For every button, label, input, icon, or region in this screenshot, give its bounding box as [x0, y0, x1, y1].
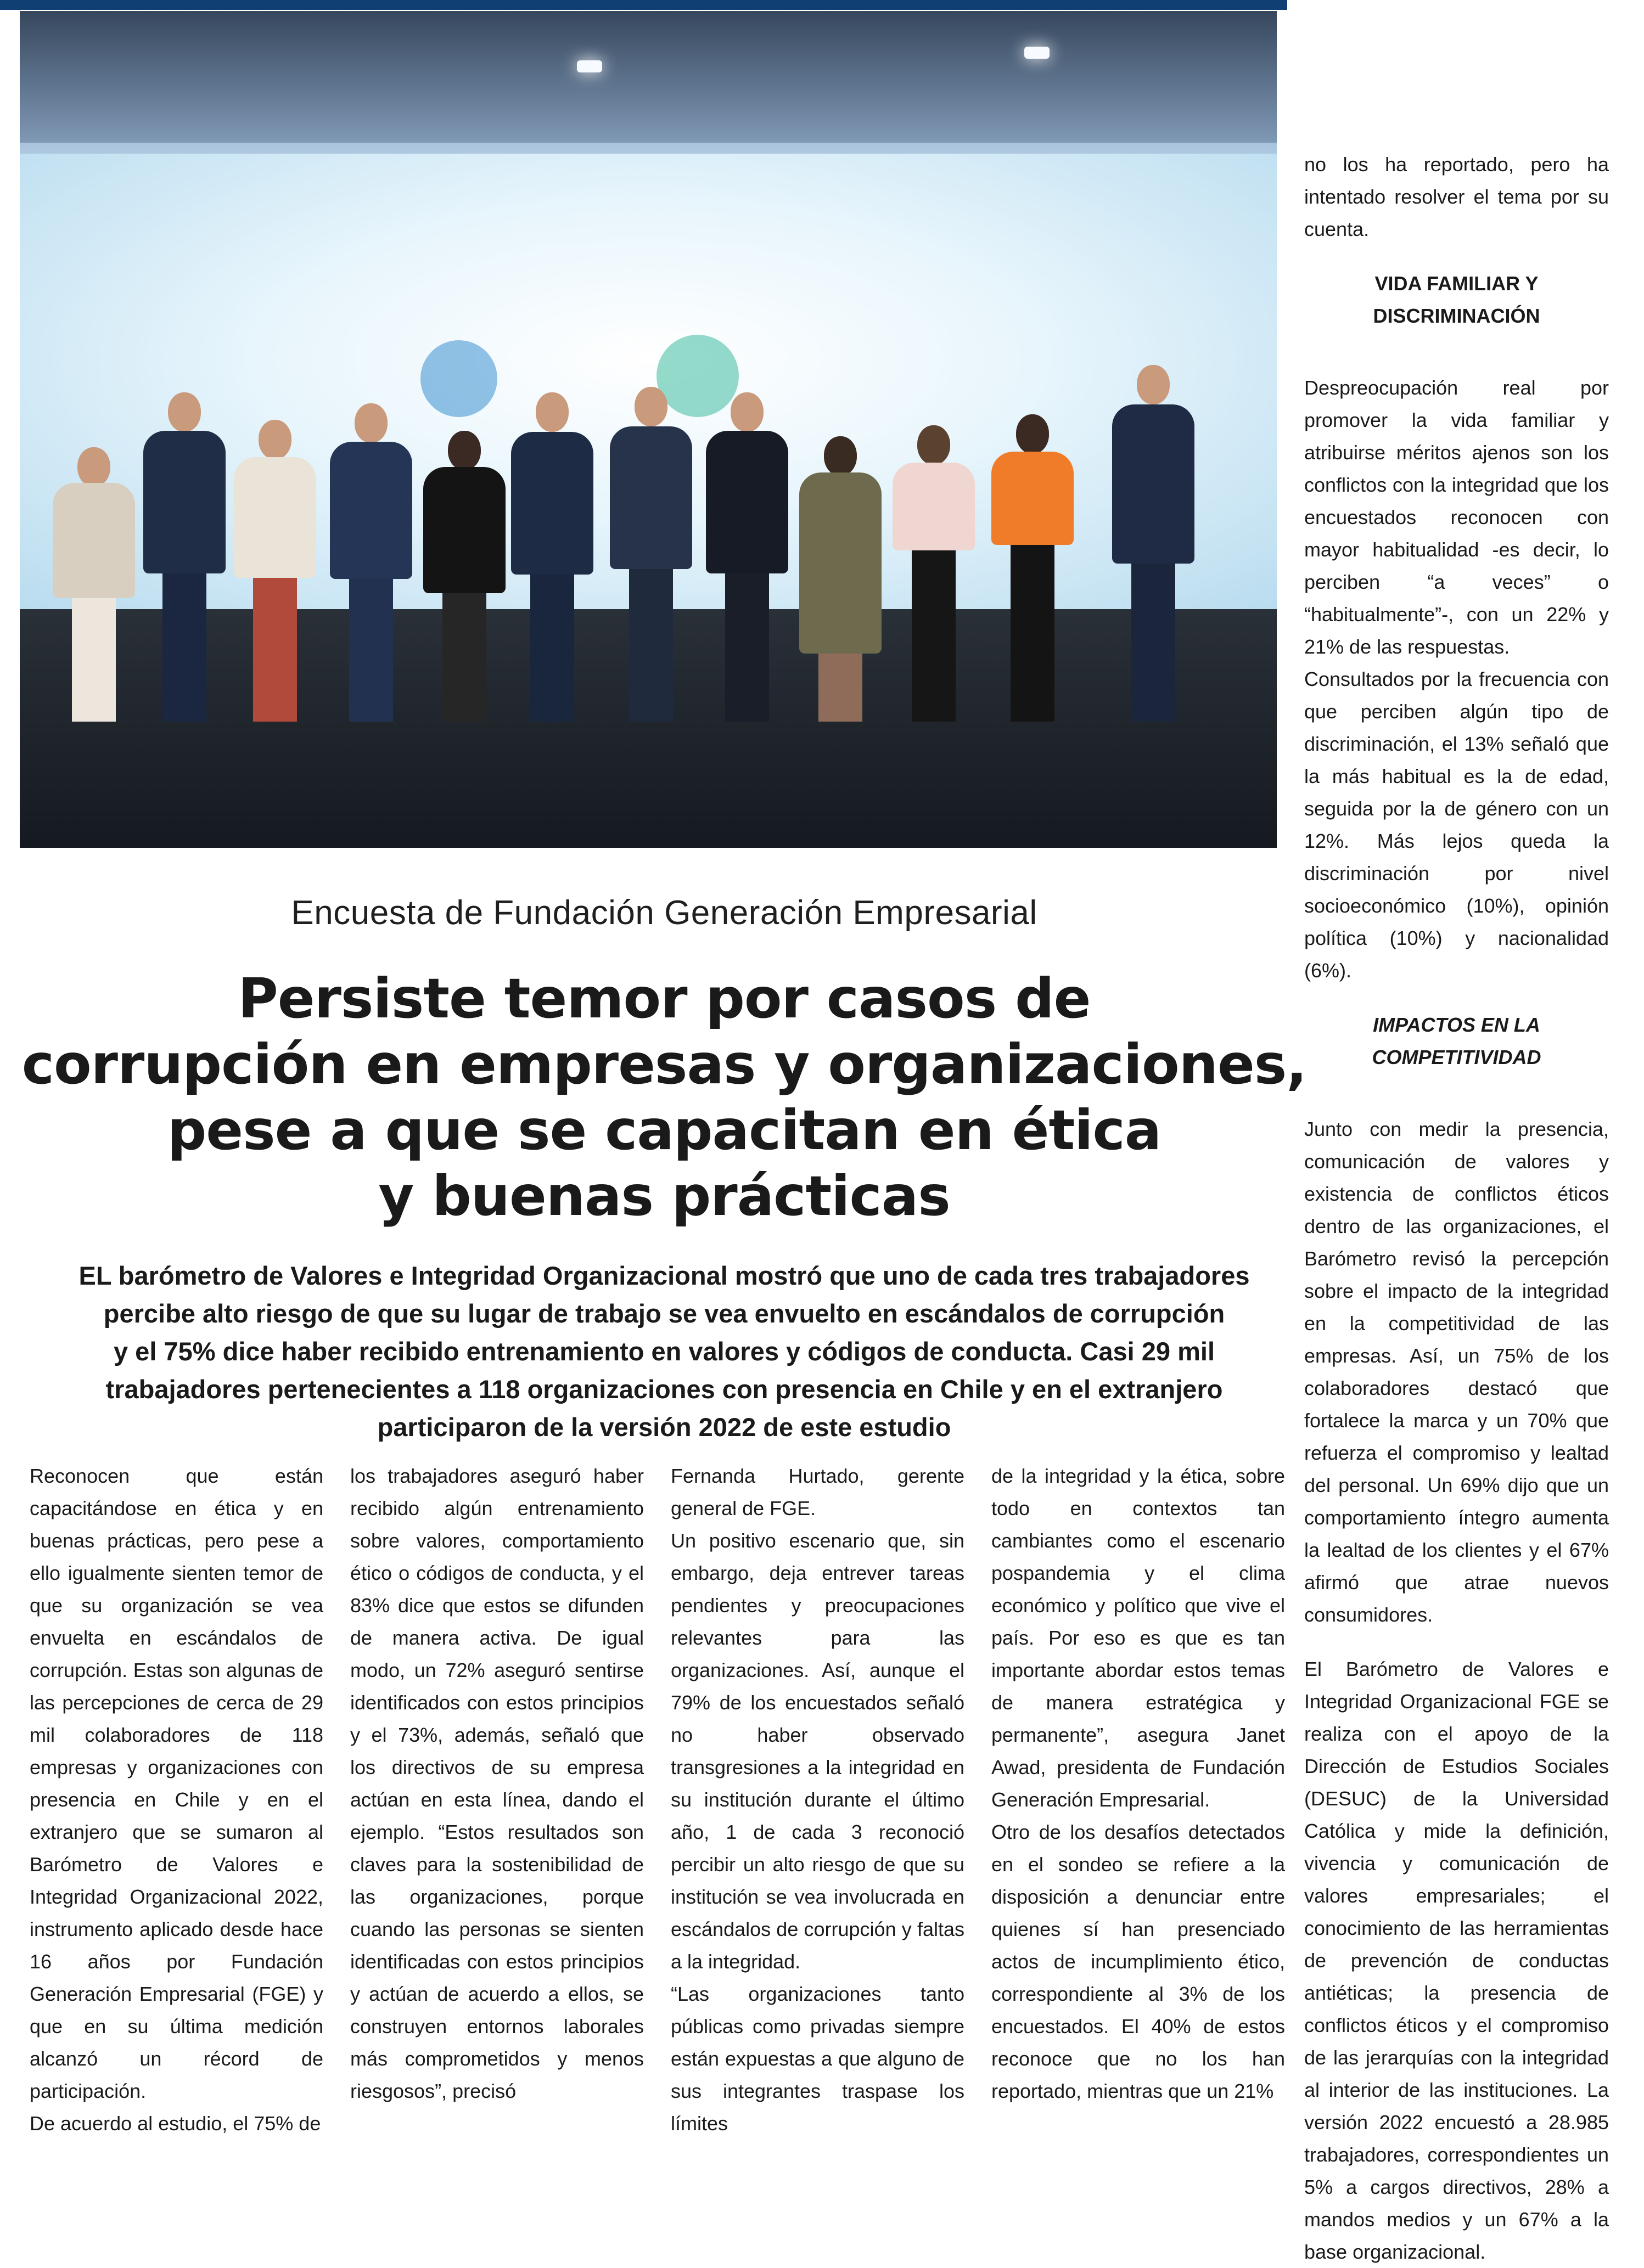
headline-line: corrupción en empresas y organizaciones,: [21, 1032, 1307, 1096]
article-kicker: Encuesta de Fundación Generación Empresarial: [291, 894, 1037, 932]
sidebar-column: [1304, 148, 1609, 2268]
paragraph: El Barómetro de Valores e Integridad Organizacional FGE se realiza con el apoyo de la Dirección de Estudios Sociales (DESUC) de la Universidad Católica y mide la definición, vivencia y comunicación de valores empresariales; el conocimiento de las herramientas de prevención de conductas antiéticas; la presencia de conflictos éticos y el compromiso de las jerarquías con la integridad al interior de las instituciones. La versión 2022 encuestó a 28.985 trabajadores, correspondientes un 5% a cargos directivos, 28% a mandos medios y un 67% a la base organizacional.: [1304, 1658, 1609, 2263]
attendee: [799, 436, 882, 722]
attendee: [893, 425, 975, 722]
attendee: [423, 431, 506, 722]
section-heading: [1304, 267, 1609, 332]
attendee: [1112, 365, 1194, 722]
lede-line: percibe alto riesgo de que su lugar de trabajo se vea envuelto en escándalos de corrupción: [103, 1299, 1225, 1328]
section-heading-line: VIDA FAMILIAR Y: [1374, 272, 1539, 295]
body-column-2: [350, 1460, 644, 2102]
body-column-1: [30, 1460, 323, 2135]
top-color-bar: [0, 0, 1287, 10]
article-lede: [20, 1257, 1309, 1446]
attendee: [706, 392, 788, 722]
attendee: [143, 392, 226, 722]
paragraph: Junto con medir la presencia, comunicación de valores y existencia de conflictos éticos dentro de las organizaciones, el Barómetro revisó la percepción sobre el impacto de la integridad en la competitividad de las empresas. Así, un 75% de los colaboradores destacó que fortalece la marca y un 70% que refuerza el compromiso y lealtad del personal. Un 69% dijo que un comportamiento íntegro aumenta la lealtad de los clientes y el 67% afirmó que atrae nuevos consumidores.: [1304, 1118, 1609, 1626]
attendee: [53, 447, 135, 722]
body-column-4: [991, 1460, 1285, 2102]
section-heading: [1304, 1009, 1609, 1073]
lede-line: participaron de la versión 2022 de este estudio: [377, 1412, 951, 1442]
paragraph: Fernanda Hurtado, gerente general de FGE.: [671, 1465, 964, 1519]
attendee: [330, 403, 412, 722]
paragraph: Consultados por la frecuencia con que perciben algún tipo de discriminación, el 13% señaló que la más habitual es la de edad, seguida por la de género con un 12%. Más lejos queda la discriminación por nivel socioeconómico (10%), opinión política (10%) y nacionalidad (6%).: [1304, 668, 1609, 982]
lede-line: y el 75% dice haber recibido entrenamiento en valores y códigos de conducta. Casi 29 mil: [113, 1337, 1215, 1366]
headline-line: y buenas prácticas: [378, 1164, 950, 1228]
paragraph: los trabajadores aseguró haber recibido algún entrenamiento sobre valores, comportamiento ético o códigos de conducta, y el 83% dice que estos se difunden de manera activa. De igual modo, un 72% aseguró sentirse identificados con estos principios y el 73%, además, señaló que los directivos de su empresa actúan en esta línea, dando el ejemplo. “Estos resultados son claves para la sostenibilidad de las organizaciones, porque cuando las personas se sienten identificadas con estos principios y actúan de acuerdo a ellos, se construyen entornos laborales más comprometidos y menos riesgosos”, precisó: [350, 1465, 644, 2102]
ceiling-light: [577, 60, 602, 72]
body-column-3: [671, 1460, 964, 2135]
lede-line: trabajadores pertenecientes a 118 organizaciones con presencia en Chile y en el extranjero: [105, 1375, 1223, 1404]
attendee: [234, 420, 316, 722]
paragraph: Reconocen que están capacitándose en ética y en buenas prácticas, pero pese a ello igualmente sienten temor de que su organización se vea envuelta en escándalos de corrupción. Estas son algunas de las percepciones de cerca de 29 mil colaboradores de 118 empresas y organizaciones con presencia en Chile y en el extranjero que se sumaron al Barómetro de Valores e Integridad Organizacional 2022, instrumento aplicado desde hace 16 años por Fundación Generación Empresarial (FGE) y que en su última medición alcanzó un récord de participación.: [30, 1465, 323, 2102]
paragraph: De acuerdo al estudio, el 75% de: [30, 2112, 321, 2135]
section-heading-line: IMPACTOS EN LA: [1373, 1014, 1540, 1036]
paragraph: Otro de los desafíos detectados en el sondeo se refiere a la disposición a denunciar entre quienes sí han presenciado actos de incumplimiento ético, correspondiente al 3% de los encuestados. El 40% de estos reconoce que no los han reportado, mientras que un 21%: [991, 1821, 1285, 2102]
ceiling-light: [1024, 47, 1050, 59]
attendee: [511, 392, 593, 722]
attendee: [991, 414, 1074, 722]
screen-logo-mark: [420, 340, 497, 417]
paragraph: de la integridad y la ética, sobre todo en contextos tan cambiantes como el escenario pospandemia y el clima económico y político que vive el país. Por eso es que es tan importante abordar estos temas de manera estratégica y permanente”, asegura Janet Awad, presidenta de Fundación Generación Empresarial.: [991, 1465, 1285, 1811]
event-photo: [20, 11, 1277, 848]
photo-ceiling: [20, 11, 1277, 143]
paragraph: Despreocupación real por promover la vida familiar y atribuirse méritos ajenos son los conflictos con la integridad que los encuestados reconocen con mayor habitualidad -es decir, lo perciben “a veces” o “habitualmente”-, con un 22% y 21% de las respuestas.: [1304, 376, 1609, 658]
section-heading-line: COMPETITIVIDAD: [1372, 1046, 1541, 1068]
article-headline: [20, 966, 1309, 1229]
paragraph: “Las organizaciones tanto públicas como privadas siempre están expuestas a que alguno de sus integrantes traspase los límites: [671, 1983, 964, 2135]
attendee: [610, 387, 692, 722]
paragraph: Un positivo escenario que, sin embargo, deja entrever tareas pendientes y preocupaciones relevantes para las organizaciones. Así, aunque el 79% de los encuestados señaló no haber observado transgresiones a la integridad en su institución durante el último año, 1 de cada 3 reconoció percibir un alto riesgo de que su institución se vea involucrada en escándalos de corrupción y faltas a la integridad.: [671, 1529, 964, 1973]
section-heading-line: DISCRIMINACIÓN: [1373, 305, 1540, 327]
headline-line: Persiste temor por casos de: [238, 966, 1091, 1031]
paragraph: no los ha reportado, pero ha intentado resolver el tema por su cuenta.: [1304, 153, 1609, 240]
lede-line: EL barómetro de Valores e Integridad Organizacional mostró que uno de cada tres trabajadores: [78, 1261, 1250, 1290]
headline-line: pese a que se capacitan en ética: [167, 1098, 1162, 1162]
